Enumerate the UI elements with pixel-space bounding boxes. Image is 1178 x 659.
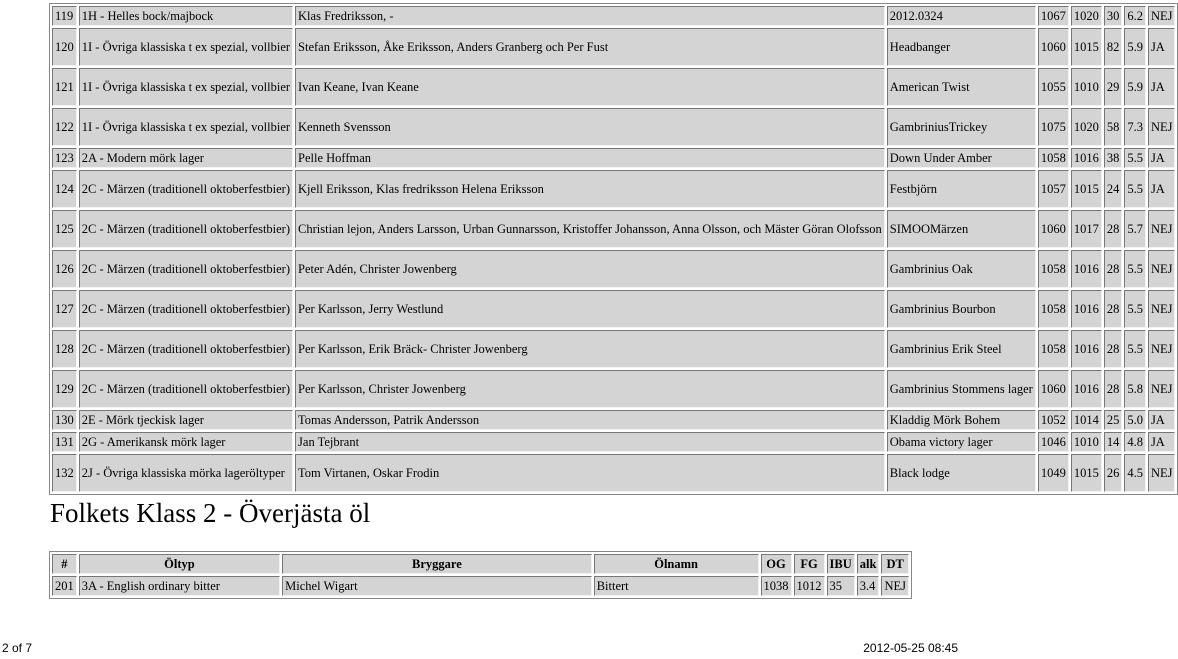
cell-fg: 1015	[1071, 454, 1102, 492]
col-header-alk: alk	[857, 554, 880, 574]
cell-beer-style: 2C - Märzen (traditionell oktoberfestbier)	[79, 250, 293, 288]
cell-beer-style: 2C - Märzen (traditionell oktoberfestbier)	[79, 290, 293, 328]
table-row	[52, 68, 1175, 106]
cell-og: 1058	[1038, 330, 1069, 368]
cell-number: 132	[52, 454, 77, 492]
cell-alk: 5.5	[1124, 170, 1146, 208]
cell-brewers: Jan Tejbrant	[295, 432, 885, 452]
cell-brewers: Kenneth Svensson	[295, 108, 885, 146]
cell-beer-name: Festbjörn	[887, 170, 1036, 208]
cell-alk: 5.9	[1124, 28, 1146, 66]
cell-beer-name: Gambrinius Oak	[887, 250, 1036, 288]
cell-og: 1057	[1038, 170, 1069, 208]
cell-number: 119	[52, 6, 77, 26]
cell-ibu: 28	[1104, 250, 1123, 288]
cell-alk: 4.5	[1124, 454, 1146, 492]
cell-og: 1075	[1038, 108, 1069, 146]
page-number: 2 of 7	[2, 641, 33, 655]
cell-ibu: 25	[1104, 410, 1123, 430]
cell-dt: JA	[1148, 170, 1176, 208]
cell-og: 1046	[1038, 432, 1069, 452]
cell-beer-name: Gambrinius Erik Steel	[887, 330, 1036, 368]
cell-dt: JA	[1148, 432, 1176, 452]
cell-brewers: Tomas Andersson, Patrik Andersson	[295, 410, 885, 430]
cell-brewers: Tom Virtanen, Oskar Frodin	[295, 454, 885, 492]
cell-og: 1067	[1038, 6, 1069, 26]
cell-fg: 1015	[1071, 170, 1102, 208]
cell-dt: JA	[1148, 410, 1176, 430]
cell-beer-style: 2C - Märzen (traditionell oktoberfestbier)	[79, 330, 293, 368]
cell-number: 122	[52, 108, 77, 146]
cell-brewers: Klas Fredriksson, -	[295, 6, 885, 26]
table-row	[52, 576, 909, 596]
cell-number: 120	[52, 28, 77, 66]
cell-fg: 1016	[1071, 148, 1102, 168]
table-row	[52, 28, 1175, 66]
cell-og: 1049	[1038, 454, 1069, 492]
cell-brewers: Per Karlsson, Christer Jowenberg	[295, 370, 885, 408]
cell-og: 1060	[1038, 28, 1069, 66]
cell-alk: 3.4	[857, 576, 880, 596]
cell-og: 1058	[1038, 148, 1069, 168]
col-header-oltyp: Öltyp	[79, 554, 280, 574]
cell-dt: NEJ	[1148, 290, 1176, 328]
cell-alk: 5.5	[1124, 148, 1146, 168]
cell-ibu: 30	[1104, 6, 1123, 26]
cell-alk: 5.7	[1124, 210, 1146, 248]
cell-fg: 1015	[1071, 28, 1102, 66]
cell-dt: NEJ	[881, 576, 909, 596]
cell-number: 127	[52, 290, 77, 328]
table-row	[52, 290, 1175, 328]
cell-dt: NEJ	[1148, 108, 1176, 146]
cell-beer-name: 2012.0324	[887, 6, 1036, 26]
cell-alk: 5.8	[1124, 370, 1146, 408]
cell-fg: 1012	[794, 576, 825, 596]
cell-dt: NEJ	[1148, 454, 1176, 492]
cell-brewers: Pelle Hoffman	[295, 148, 885, 168]
cell-og: 1058	[1038, 250, 1069, 288]
results-table-class-1	[49, 3, 1178, 495]
cell-og: 1060	[1038, 370, 1069, 408]
cell-beer-name: Gambrinius Stommens lager	[887, 370, 1036, 408]
table-row	[52, 454, 1175, 492]
cell-number: 125	[52, 210, 77, 248]
col-header-og: OG	[761, 554, 792, 574]
cell-ibu: 28	[1104, 330, 1123, 368]
cell-dt: NEJ	[1148, 6, 1176, 26]
cell-beer-name: SIMOOMärzen	[887, 210, 1036, 248]
cell-beer-style: 2C - Märzen (traditionell oktoberfestbier)	[79, 370, 293, 408]
cell-fg: 1014	[1071, 410, 1102, 430]
cell-brewers: Per Karlsson, Jerry Westlund	[295, 290, 885, 328]
cell-beer-style: 3A - English ordinary bitter	[79, 576, 280, 596]
cell-ibu: 26	[1104, 454, 1123, 492]
cell-fg: 1016	[1071, 250, 1102, 288]
cell-ibu: 29	[1104, 68, 1123, 106]
table-header-row	[52, 554, 909, 574]
cell-beer-name: Gambrinius Bourbon	[887, 290, 1036, 328]
table-row	[52, 432, 1175, 452]
cell-brewers: Michel Wigart	[282, 576, 592, 596]
cell-alk: 5.5	[1124, 290, 1146, 328]
cell-dt: JA	[1148, 28, 1176, 66]
cell-beer-style: 2J - Övriga klassiska mörka lageröltyper	[79, 454, 293, 492]
cell-number: 130	[52, 410, 77, 430]
cell-ibu: 28	[1104, 370, 1123, 408]
cell-alk: 4.8	[1124, 432, 1146, 452]
cell-dt: JA	[1148, 68, 1176, 106]
cell-beer-style: 1I - Övriga klassiska t ex spezial, vollbier	[79, 68, 293, 106]
cell-brewers: Per Karlsson, Erik Bräck- Christer Jowenberg	[295, 330, 885, 368]
cell-dt: JA	[1148, 148, 1176, 168]
cell-beer-name: American Twist	[887, 68, 1036, 106]
cell-og: 1060	[1038, 210, 1069, 248]
cell-alk: 5.9	[1124, 68, 1146, 106]
table-row	[52, 210, 1175, 248]
table-row	[52, 250, 1175, 288]
section-title: Folkets Klass 2 - Överjästa öl	[50, 498, 371, 528]
table-row	[52, 330, 1175, 368]
cell-fg: 1020	[1071, 6, 1102, 26]
cell-alk: 5.5	[1124, 250, 1146, 288]
cell-alk: 5.5	[1124, 330, 1146, 368]
cell-beer-name: Obama victory lager	[887, 432, 1036, 452]
cell-fg: 1016	[1071, 370, 1102, 408]
cell-dt: NEJ	[1148, 210, 1176, 248]
results-table-class-2	[49, 551, 912, 599]
cell-fg: 1017	[1071, 210, 1102, 248]
cell-beer-name: Down Under Amber	[887, 148, 1036, 168]
cell-ibu: 35	[827, 576, 855, 596]
cell-beer-name: Black lodge	[887, 454, 1036, 492]
cell-beer-style: 2E - Mörk tjeckisk lager	[79, 410, 293, 430]
cell-number: 121	[52, 68, 77, 106]
cell-fg: 1010	[1071, 68, 1102, 106]
col-header-ibu: IBU	[827, 554, 855, 574]
cell-brewers: Ivan Keane, Ivan Keane	[295, 68, 885, 106]
cell-brewers: Peter Adén, Christer Jowenberg	[295, 250, 885, 288]
cell-alk: 5.0	[1124, 410, 1146, 430]
table-row	[52, 370, 1175, 408]
cell-number: 129	[52, 370, 77, 408]
cell-og: 1038	[761, 576, 792, 596]
table-row	[52, 148, 1175, 168]
cell-ibu: 58	[1104, 108, 1123, 146]
cell-brewers: Stefan Eriksson, Åke Eriksson, Anders Granberg och Per Fust	[295, 28, 885, 66]
cell-fg: 1016	[1071, 290, 1102, 328]
cell-beer-style: 1I - Övriga klassiska t ex spezial, vollbier	[79, 28, 293, 66]
col-header-dt: DT	[881, 554, 909, 574]
table-row	[52, 6, 1175, 26]
col-header-bryggare: Bryggare	[282, 554, 592, 574]
cell-fg: 1010	[1071, 432, 1102, 452]
cell-beer-style: 2G - Amerikansk mörk lager	[79, 432, 293, 452]
print-timestamp: 2012-05-25 08:45	[863, 641, 958, 655]
cell-dt: NEJ	[1148, 330, 1176, 368]
cell-number: 128	[52, 330, 77, 368]
cell-beer-style: 2C - Märzen (traditionell oktoberfestbier)	[79, 210, 293, 248]
cell-number: 131	[52, 432, 77, 452]
col-header-olnamn: Ölnamn	[594, 554, 759, 574]
cell-beer-name: Kladdig Mörk Bohem	[887, 410, 1036, 430]
cell-dt: NEJ	[1148, 250, 1176, 288]
cell-ibu: 28	[1104, 290, 1123, 328]
cell-ibu: 14	[1104, 432, 1123, 452]
cell-ibu: 28	[1104, 210, 1123, 248]
cell-beer-name: Headbanger	[887, 28, 1036, 66]
cell-beer-name: Bittert	[594, 576, 759, 596]
cell-brewers: Kjell Eriksson, Klas fredriksson Helena Eriksson	[295, 170, 885, 208]
cell-number: 123	[52, 148, 77, 168]
table-row	[52, 108, 1175, 146]
cell-beer-style: 1H - Helles bock/majbock	[79, 6, 293, 26]
cell-brewers: Christian lejon, Anders Larsson, Urban Gunnarsson, Kristoffer Johansson, Anna Olsson, och Mäster Göran Olofsson	[295, 210, 885, 248]
col-header-fg: FG	[794, 554, 825, 574]
cell-alk: 7.3	[1124, 108, 1146, 146]
cell-ibu: 38	[1104, 148, 1123, 168]
cell-og: 1058	[1038, 290, 1069, 328]
cell-fg: 1020	[1071, 108, 1102, 146]
table-row	[52, 170, 1175, 208]
cell-ibu: 24	[1104, 170, 1123, 208]
cell-og: 1055	[1038, 68, 1069, 106]
cell-number: 124	[52, 170, 77, 208]
cell-og: 1052	[1038, 410, 1069, 430]
cell-number: 201	[52, 576, 77, 596]
cell-beer-name: GambriniusTrickey	[887, 108, 1036, 146]
cell-beer-style: 2C - Märzen (traditionell oktoberfestbier)	[79, 170, 293, 208]
cell-number: 126	[52, 250, 77, 288]
cell-alk: 6.2	[1124, 6, 1146, 26]
cell-beer-style: 1I - Övriga klassiska t ex spezial, vollbier	[79, 108, 293, 146]
table-row	[52, 410, 1175, 430]
cell-beer-style: 2A - Modern mörk lager	[79, 148, 293, 168]
cell-dt: NEJ	[1148, 370, 1176, 408]
col-header-nr: #	[52, 554, 77, 574]
cell-fg: 1016	[1071, 330, 1102, 368]
cell-ibu: 82	[1104, 28, 1123, 66]
